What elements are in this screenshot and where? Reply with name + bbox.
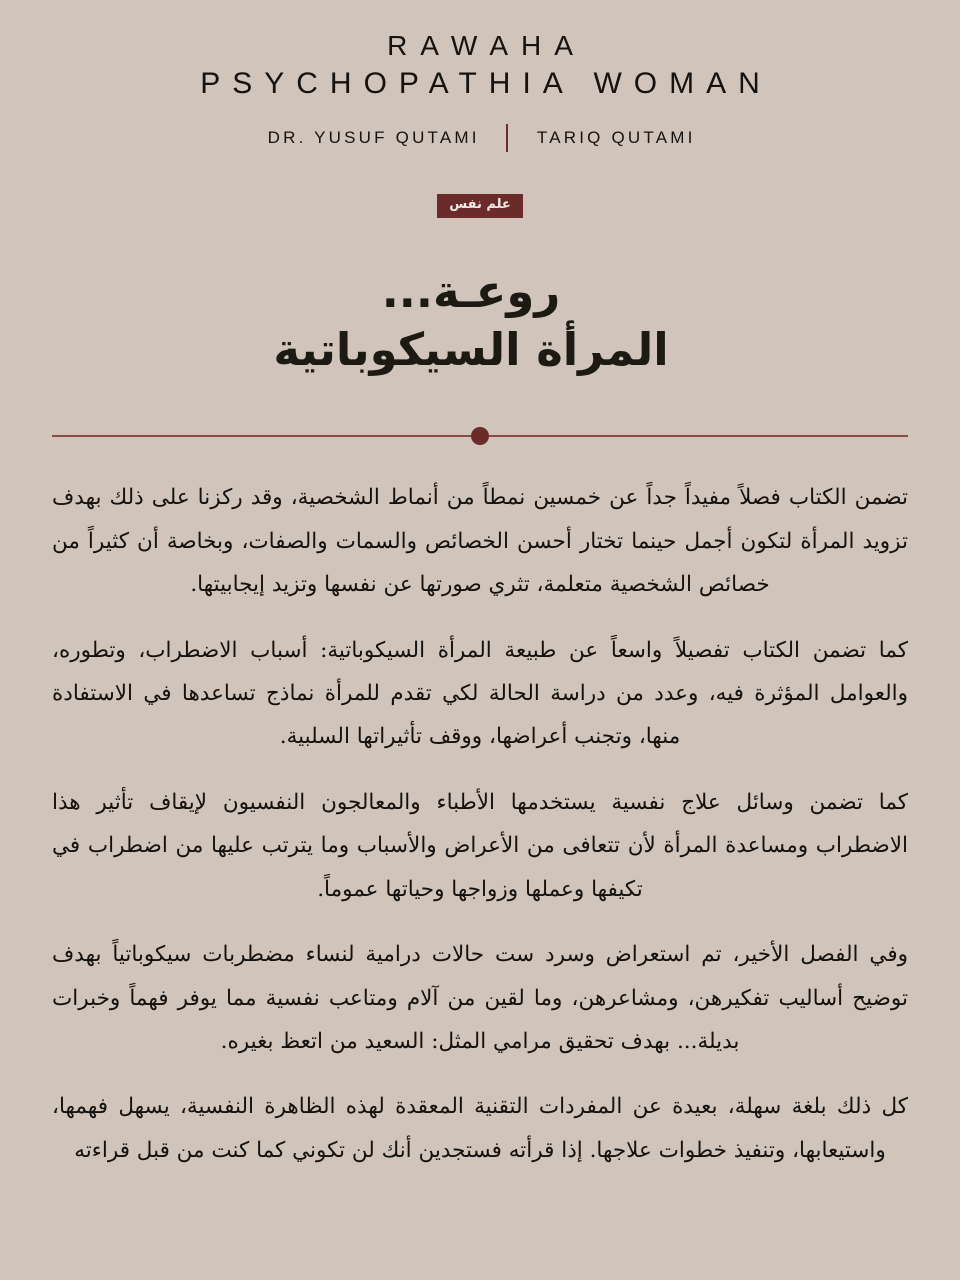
- page-title-line-1: روعـة...: [381, 264, 561, 318]
- brand-title-line-2: PSYCHOPATHIA WOMAN: [200, 67, 772, 101]
- paragraph: كما تضمن وسائل علاج نفسية يستخدمها الأطباء والمعالجون النفسيون لإيقاف تأثير هذا الاضطراب ومساعدة المرأة لأن تتعافى من الأعراض والأسباب وما يترتب عليها من اضطراب في تكيفها وعملها وزواجها وحياتها عموماً.: [52, 789, 908, 902]
- section-divider: [0, 426, 960, 446]
- paragraph: وفي الفصل الأخير، تم استعراض وسرد ست حالات درامية لنساء مضطربات سيكوباتياً بهدف توضيح أساليب تفكيرهن، ومشاعرهن، وما لقين من آلام ومتاعب نفسية مما يوفر فهماً وخبرات بديلة... بهدف تحقيق مرامي المثل: السعيد من اتعظ بغيره.: [52, 942, 908, 1054]
- author-name-secondary: TARIQ QUTAMI: [536, 128, 696, 148]
- category-badge-container: [0, 194, 960, 218]
- author-byline: [0, 124, 960, 152]
- paragraph: تضمن الكتاب فصلاً مفيداً جداً عن خمسين نمطاً من أنماط الشخصية، وقد ركزنا على ذلك بهدف تزويد المرأة لتكون أجمل حينما تختار أحسن الخصائص والسمات والصفات، وبخاصة أن كثيراً من خصائص الشخصية متعلمة، تثري صورتها عن نفسها وتزيد إيجابيتها.: [52, 485, 908, 598]
- divider-dot-icon: [471, 427, 489, 445]
- page-title-line-2: المرأة السيكوباتية: [273, 323, 669, 377]
- status-badge[interactable]: علم نفس: [437, 194, 523, 218]
- brand-title-line-1: RAWAHA: [387, 30, 586, 61]
- paragraph: كما تضمن الكتاب تفصيلاً واسعاً عن طبيعة المرأة السيكوباتية: أسباب الاضطراب، وتطوره، والعوامل المؤثرة فيه، وعدد من دراسة الحالة لكي تقدم للمرأة نماذج تساعدها في الاستفادة منها، وتجنب أعراضها، ووقف تأثيراتها السلبية.: [52, 637, 908, 750]
- article-body: [0, 476, 960, 1172]
- vertical-divider-icon: [506, 124, 508, 152]
- page-title: [0, 264, 960, 379]
- paragraph: كل ذلك بلغة سهلة، بعيدة عن المفردات التقنية المعقدة لهذه الظاهرة النفسية، يسهل فهمها، واستيعابها، وتنفيذ خطوات علاجها. إذا قرأته فستجدين أنك لن تكوني كما كنت من قبل قراءته: [52, 1094, 908, 1163]
- author-name-primary: DR. YUSUF QUTAMI: [267, 128, 480, 148]
- masthead: [0, 0, 960, 152]
